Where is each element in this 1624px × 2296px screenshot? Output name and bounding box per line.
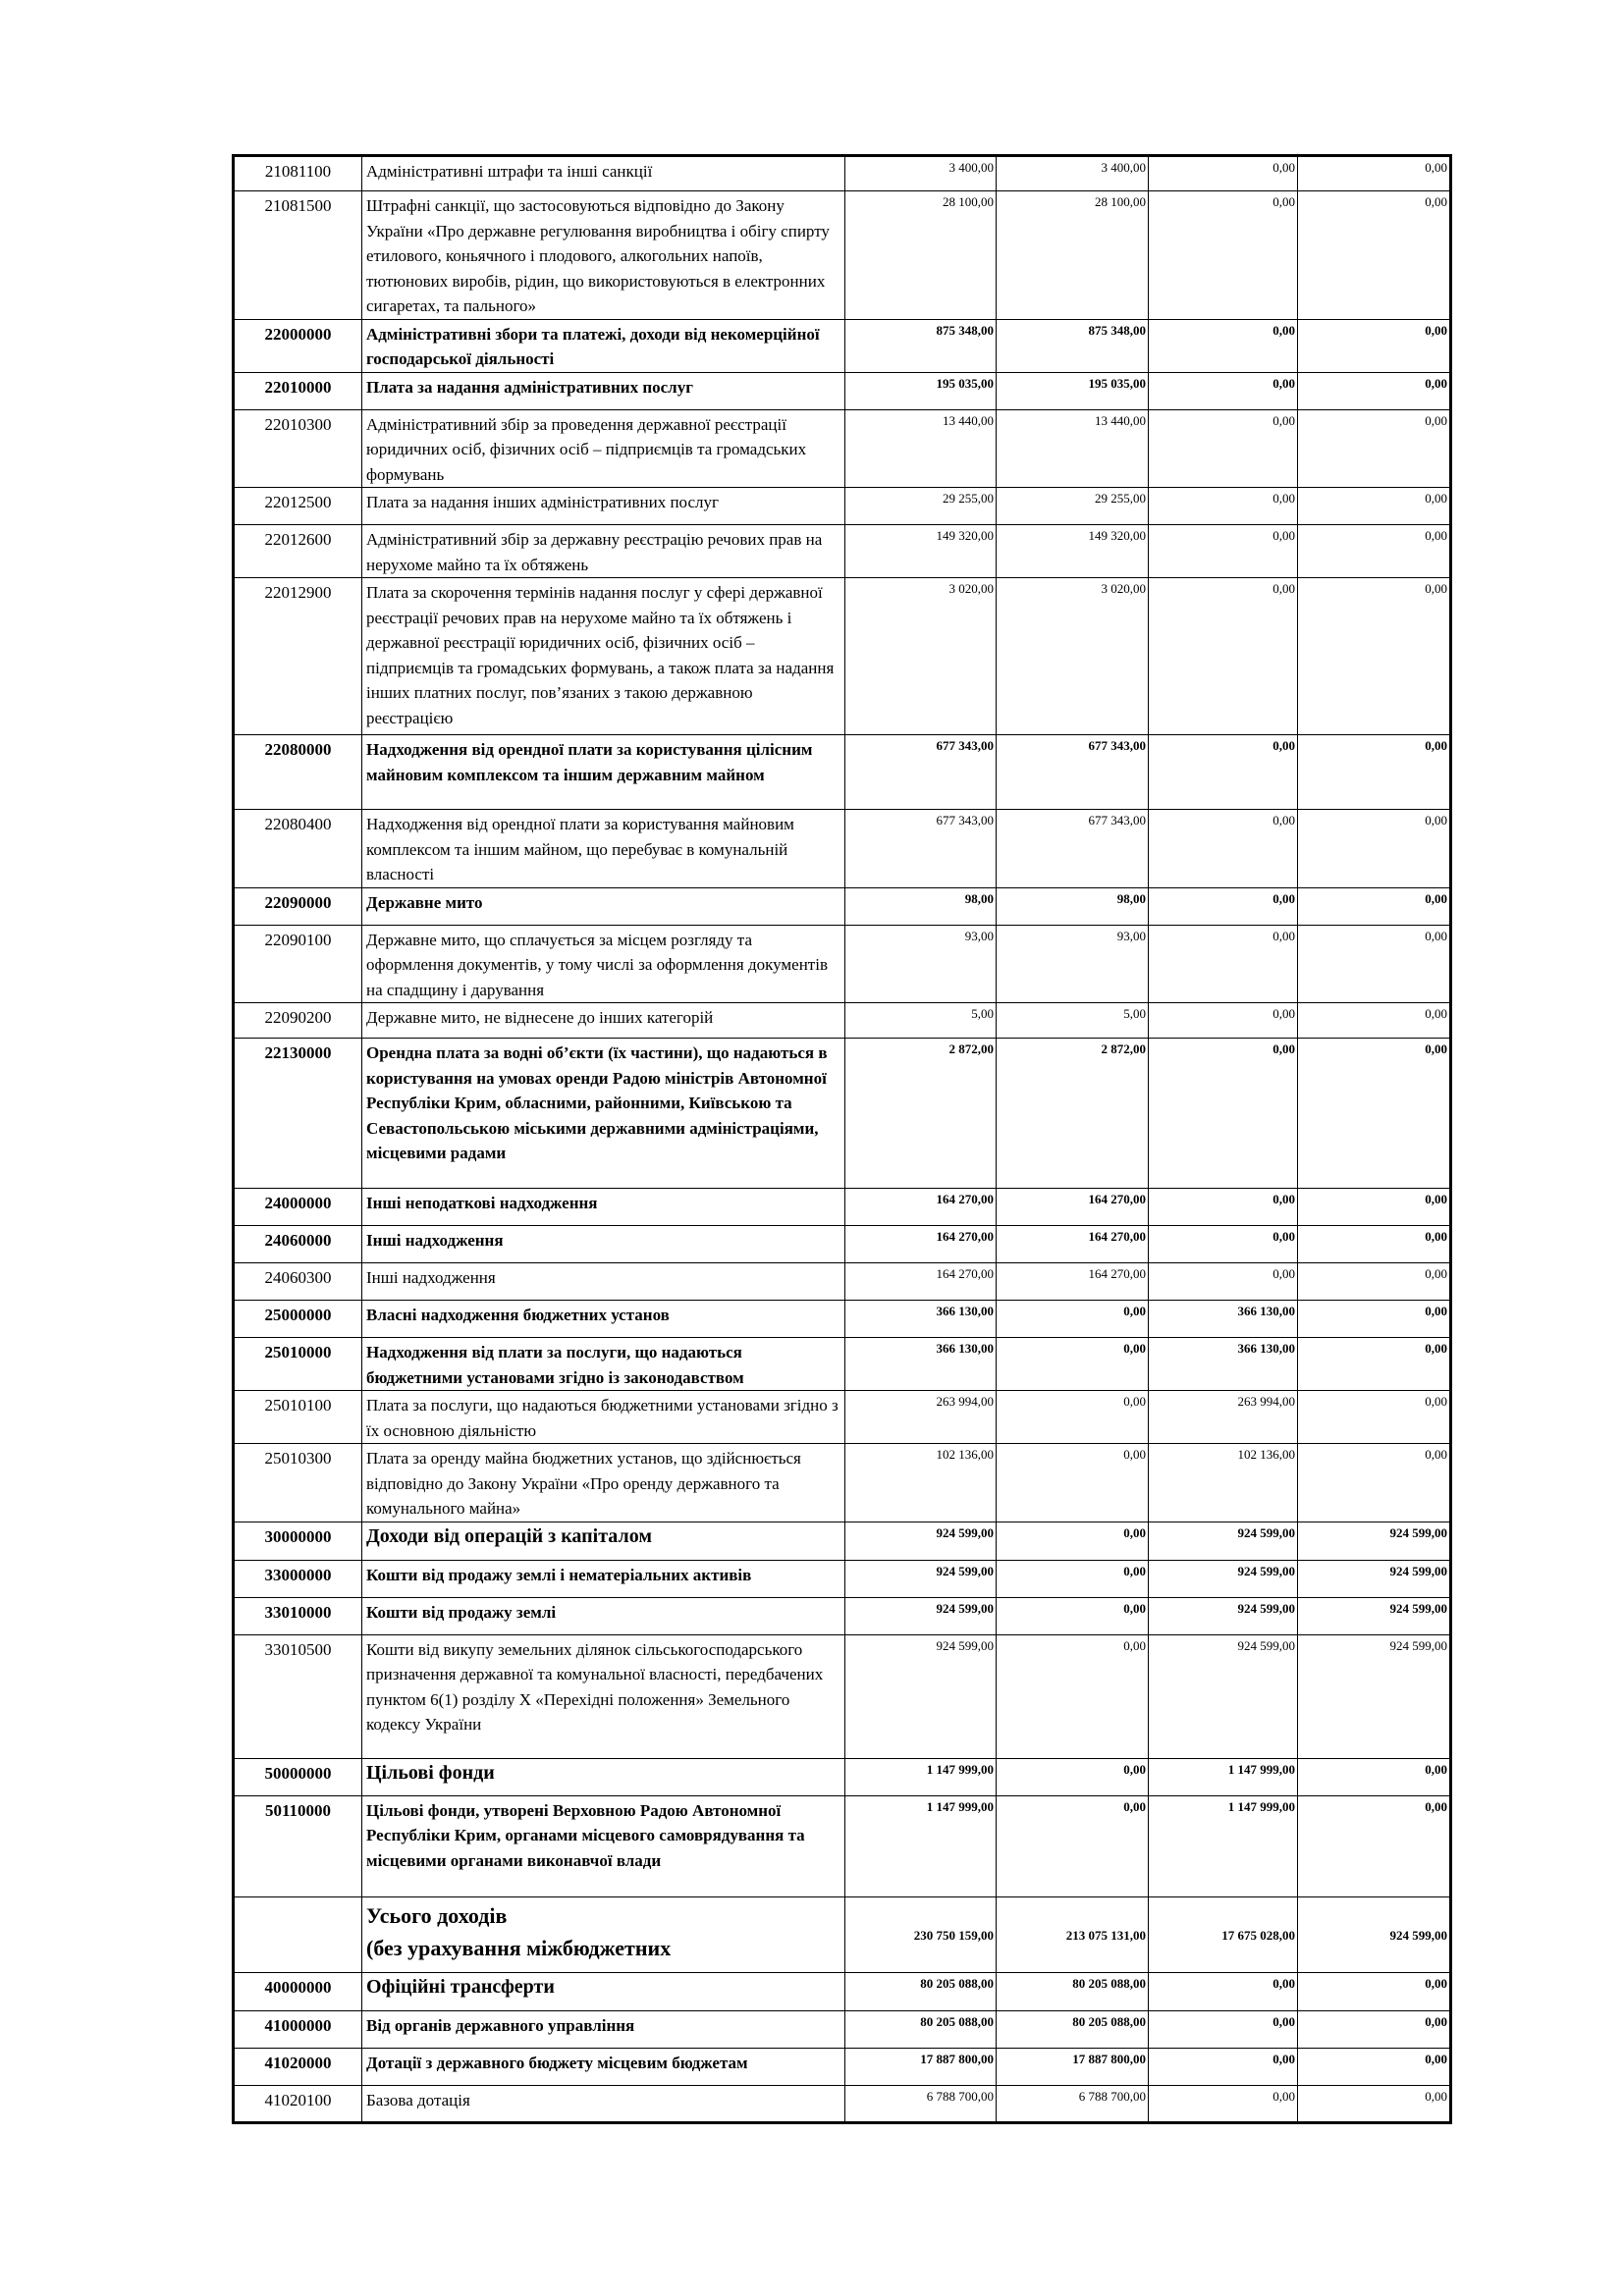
- row-code-cell: 24060300: [234, 1263, 362, 1301]
- row-special-fund-cell: 0,00: [1149, 488, 1298, 525]
- row-development-budget-cell: 924 599,00: [1298, 1896, 1451, 1972]
- row-total-amount-cell: 677 343,00: [845, 735, 997, 810]
- row-code-cell: 41000000: [234, 2010, 362, 2048]
- row-general-fund-cell: 5,00: [997, 1003, 1149, 1039]
- row-general-fund-cell: 164 270,00: [997, 1189, 1149, 1226]
- row-special-fund-cell: 0,00: [1149, 810, 1298, 888]
- row-development-budget-cell: 0,00: [1298, 2085, 1451, 2122]
- row-name-cell: Державне мито, що сплачується за місцем розгляду та оформлення документів, у тому числі за оформлення документів на спадщину і дарування: [362, 925, 845, 1003]
- row-total-amount-cell: 80 205 088,00: [845, 2010, 997, 2048]
- row-code-cell: 41020000: [234, 2048, 362, 2085]
- row-code-cell: 33000000: [234, 1560, 362, 1597]
- table-row: [234, 925, 1451, 1003]
- row-special-fund-cell: 366 130,00: [1149, 1338, 1298, 1391]
- row-general-fund-cell: 3 400,00: [997, 156, 1149, 191]
- table-row: [234, 409, 1451, 488]
- row-general-fund-cell: 93,00: [997, 925, 1149, 1003]
- table-row: [234, 1226, 1451, 1263]
- row-special-fund-cell: 0,00: [1149, 1039, 1298, 1189]
- row-total-amount-cell: 13 440,00: [845, 409, 997, 488]
- row-special-fund-cell: 0,00: [1149, 372, 1298, 409]
- row-total-amount-cell: 164 270,00: [845, 1226, 997, 1263]
- row-name-cell: Державне мито: [362, 887, 845, 925]
- table-row: [234, 1003, 1451, 1039]
- row-general-fund-cell: 28 100,00: [997, 191, 1149, 320]
- row-development-budget-cell: 924 599,00: [1298, 1634, 1451, 1758]
- table-row: [234, 1391, 1451, 1444]
- table-row: [234, 2010, 1451, 2048]
- row-development-budget-cell: 924 599,00: [1298, 1560, 1451, 1597]
- row-special-fund-cell: 366 130,00: [1149, 1301, 1298, 1338]
- row-special-fund-cell: 0,00: [1149, 191, 1298, 320]
- row-total-amount-cell: 164 270,00: [845, 1189, 997, 1226]
- row-special-fund-cell: 924 599,00: [1149, 1560, 1298, 1597]
- row-development-budget-cell: 0,00: [1298, 887, 1451, 925]
- row-code-cell: 22010300: [234, 409, 362, 488]
- row-name-cell: Кошти від продажу землі і нематеріальних активів: [362, 1560, 845, 1597]
- row-code-cell: 24000000: [234, 1189, 362, 1226]
- row-code-cell: 22080000: [234, 735, 362, 810]
- row-total-amount-cell: 17 887 800,00: [845, 2048, 997, 2085]
- row-special-fund-cell: 924 599,00: [1149, 1597, 1298, 1634]
- row-total-amount-cell: 924 599,00: [845, 1522, 997, 1560]
- row-special-fund-cell: 0,00: [1149, 1189, 1298, 1226]
- table-row: [234, 1444, 1451, 1522]
- row-code-cell: 22090000: [234, 887, 362, 925]
- row-code-cell: 22090200: [234, 1003, 362, 1039]
- row-special-fund-cell: 0,00: [1149, 578, 1298, 735]
- row-general-fund-cell: 0,00: [997, 1301, 1149, 1338]
- row-special-fund-cell: 0,00: [1149, 409, 1298, 488]
- row-general-fund-cell: 13 440,00: [997, 409, 1149, 488]
- row-total-amount-cell: 3 400,00: [845, 156, 997, 191]
- row-total-amount-cell: 677 343,00: [845, 810, 997, 888]
- row-code-cell: 40000000: [234, 1972, 362, 2010]
- row-code-cell: 22000000: [234, 319, 362, 372]
- row-special-fund-cell: 263 994,00: [1149, 1391, 1298, 1444]
- row-special-fund-cell: 0,00: [1149, 1972, 1298, 2010]
- row-special-fund-cell: 102 136,00: [1149, 1444, 1298, 1522]
- row-general-fund-cell: 2 872,00: [997, 1039, 1149, 1189]
- table-row: [234, 1972, 1451, 2010]
- row-name-cell: Офіційні трансферти: [362, 1972, 845, 2010]
- row-general-fund-cell: 0,00: [997, 1597, 1149, 1634]
- row-development-budget-cell: 0,00: [1298, 319, 1451, 372]
- row-code-cell: 33010500: [234, 1634, 362, 1758]
- row-name-cell: Орендна плата за водні об’єкти (їх частини), що надаються в користування на умовах оренди Радою міністрів Автономної Республіки Крим, обласними, районними, Київською та Севастопольською міськими державними адміністраціями, місцевими радами: [362, 1039, 845, 1189]
- row-name-cell: Власні надходження бюджетних установ: [362, 1301, 845, 1338]
- row-name-cell: Кошти від викупу земельних ділянок сільськогосподарського призначення державної та комунальної власності, передбачених пунктом 6(1) розділу X «Перехідні положення» Земельного кодексу України: [362, 1634, 845, 1758]
- row-code-cell: 25010300: [234, 1444, 362, 1522]
- row-development-budget-cell: 0,00: [1298, 525, 1451, 578]
- row-name-cell: Адміністративні збори та платежі, доходи від некомерційної господарської діяльності: [362, 319, 845, 372]
- row-total-amount-cell: 924 599,00: [845, 1560, 997, 1597]
- table-row: [234, 319, 1451, 372]
- row-code-cell: 41020100: [234, 2085, 362, 2122]
- row-code-cell: 25010000: [234, 1338, 362, 1391]
- row-code-cell: 25010100: [234, 1391, 362, 1444]
- row-general-fund-cell: 213 075 131,00: [997, 1896, 1149, 1972]
- row-development-budget-cell: 0,00: [1298, 488, 1451, 525]
- row-name-cell: Інші надходження: [362, 1226, 845, 1263]
- row-general-fund-cell: 0,00: [997, 1338, 1149, 1391]
- row-total-amount-cell: 164 270,00: [845, 1263, 997, 1301]
- row-special-fund-cell: 924 599,00: [1149, 1522, 1298, 1560]
- row-general-fund-cell: 29 255,00: [997, 488, 1149, 525]
- row-special-fund-cell: 0,00: [1149, 319, 1298, 372]
- table-row: [234, 1189, 1451, 1226]
- row-total-amount-cell: 80 205 088,00: [845, 1972, 997, 2010]
- row-development-budget-cell: 0,00: [1298, 1972, 1451, 2010]
- row-special-fund-cell: 0,00: [1149, 887, 1298, 925]
- row-general-fund-cell: 80 205 088,00: [997, 2010, 1149, 2048]
- row-special-fund-cell: 17 675 028,00: [1149, 1896, 1298, 1972]
- row-total-amount-cell: 263 994,00: [845, 1391, 997, 1444]
- row-special-fund-cell: 924 599,00: [1149, 1634, 1298, 1758]
- row-total-amount-cell: 149 320,00: [845, 525, 997, 578]
- row-code-cell: 33010000: [234, 1597, 362, 1634]
- row-total-amount-cell: 6 788 700,00: [845, 2085, 997, 2122]
- row-name-cell: Інші надходження: [362, 1263, 845, 1301]
- row-general-fund-cell: 0,00: [997, 1560, 1149, 1597]
- budget-revenue-table: [232, 154, 1452, 2124]
- row-total-amount-cell: 29 255,00: [845, 488, 997, 525]
- table-row: [234, 1758, 1451, 1795]
- table-row: [234, 1301, 1451, 1338]
- table-row: [234, 1597, 1451, 1634]
- row-code-cell: 22130000: [234, 1039, 362, 1189]
- row-name-cell: Адміністративні штрафи та інші санкції: [362, 156, 845, 191]
- row-code-cell: 22010000: [234, 372, 362, 409]
- row-special-fund-cell: 0,00: [1149, 1226, 1298, 1263]
- row-development-budget-cell: 0,00: [1298, 1263, 1451, 1301]
- row-total-amount-cell: 924 599,00: [845, 1597, 997, 1634]
- row-code-cell: [234, 1896, 362, 1972]
- row-total-amount-cell: 5,00: [845, 1003, 997, 1039]
- row-special-fund-cell: 0,00: [1149, 1003, 1298, 1039]
- table-row: [234, 1560, 1451, 1597]
- row-total-amount-cell: 230 750 159,00: [845, 1896, 997, 1972]
- row-general-fund-cell: 80 205 088,00: [997, 1972, 1149, 2010]
- row-development-budget-cell: 0,00: [1298, 1338, 1451, 1391]
- row-name-cell: Плата за надання інших адміністративних послуг: [362, 488, 845, 525]
- row-development-budget-cell: 0,00: [1298, 1758, 1451, 1795]
- row-development-budget-cell: 0,00: [1298, 925, 1451, 1003]
- row-name-cell: Базова дотація: [362, 2085, 845, 2122]
- row-development-budget-cell: 924 599,00: [1298, 1597, 1451, 1634]
- row-development-budget-cell: 0,00: [1298, 578, 1451, 735]
- row-total-amount-cell: 3 020,00: [845, 578, 997, 735]
- row-general-fund-cell: 149 320,00: [997, 525, 1149, 578]
- row-development-budget-cell: 0,00: [1298, 1039, 1451, 1189]
- row-total-amount-cell: 195 035,00: [845, 372, 997, 409]
- table-row: [234, 1039, 1451, 1189]
- row-name-cell: Доходи від операцій з капіталом: [362, 1522, 845, 1560]
- table-body: [234, 156, 1451, 2123]
- table-row: [234, 810, 1451, 888]
- row-code-cell: 22012600: [234, 525, 362, 578]
- table-row: [234, 488, 1451, 525]
- row-name-cell: Надходження від орендної плати за користування цілісним майновим комплексом та іншим державним майном: [362, 735, 845, 810]
- row-general-fund-cell: 164 270,00: [997, 1263, 1149, 1301]
- row-development-budget-cell: 0,00: [1298, 191, 1451, 320]
- row-name-cell: Адміністративний збір за державну реєстрацію речових прав на нерухоме майно та їх обтяжень: [362, 525, 845, 578]
- row-total-amount-cell: 1 147 999,00: [845, 1795, 997, 1896]
- row-general-fund-cell: 875 348,00: [997, 319, 1149, 372]
- row-general-fund-cell: 17 887 800,00: [997, 2048, 1149, 2085]
- row-development-budget-cell: 0,00: [1298, 1444, 1451, 1522]
- table-row: [234, 372, 1451, 409]
- row-code-cell: 22090100: [234, 925, 362, 1003]
- row-total-amount-cell: 93,00: [845, 925, 997, 1003]
- row-total-amount-cell: 102 136,00: [845, 1444, 997, 1522]
- row-code-cell: 22012900: [234, 578, 362, 735]
- table-row: [234, 1338, 1451, 1391]
- row-development-budget-cell: 0,00: [1298, 156, 1451, 191]
- row-general-fund-cell: 0,00: [997, 1391, 1149, 1444]
- table-row: [234, 1795, 1451, 1896]
- row-general-fund-cell: 677 343,00: [997, 810, 1149, 888]
- row-name-cell: Від органів державного управління: [362, 2010, 845, 2048]
- row-code-cell: 50000000: [234, 1758, 362, 1795]
- row-development-budget-cell: 0,00: [1298, 1795, 1451, 1896]
- row-code-cell: 30000000: [234, 1522, 362, 1560]
- row-name-cell: Адміністративний збір за проведення державної реєстрації юридичних осіб, фізичних осіб – підприємців та громадських формувань: [362, 409, 845, 488]
- row-code-cell: 21081500: [234, 191, 362, 320]
- row-name-cell: Плата за оренду майна бюджетних установ, що здійснюється відповідно до Закону України «Про оренду державного та комунального майна»: [362, 1444, 845, 1522]
- row-general-fund-cell: 0,00: [997, 1522, 1149, 1560]
- row-general-fund-cell: 164 270,00: [997, 1226, 1149, 1263]
- table-row: [234, 735, 1451, 810]
- row-special-fund-cell: 0,00: [1149, 156, 1298, 191]
- row-development-budget-cell: 0,00: [1298, 1301, 1451, 1338]
- row-general-fund-cell: 0,00: [997, 1795, 1149, 1896]
- row-name-cell: Інші неподаткові надходження: [362, 1189, 845, 1226]
- row-name-cell: Штрафні санкції, що застосовуються відповідно до Закону України «Про державне регулювання виробництва і обігу спирту етилового, коньячного і плодового, алкогольних напоїв, тютюнових виробів, рідин, що використовуються в електронних сигаретах, та пального»: [362, 191, 845, 320]
- row-development-budget-cell: 0,00: [1298, 1391, 1451, 1444]
- table-row: [234, 1896, 1451, 1972]
- row-development-budget-cell: 0,00: [1298, 2048, 1451, 2085]
- row-total-amount-cell: 28 100,00: [845, 191, 997, 320]
- row-special-fund-cell: 0,00: [1149, 925, 1298, 1003]
- row-special-fund-cell: 1 147 999,00: [1149, 1795, 1298, 1896]
- table-row: [234, 156, 1451, 191]
- row-general-fund-cell: 6 788 700,00: [997, 2085, 1149, 2122]
- row-name-cell: Надходження від плати за послуги, що надаються бюджетними установами згідно із законодавством: [362, 1338, 845, 1391]
- row-development-budget-cell: 0,00: [1298, 409, 1451, 488]
- table-row: [234, 1634, 1451, 1758]
- row-code-cell: 50110000: [234, 1795, 362, 1896]
- row-development-budget-cell: 0,00: [1298, 1226, 1451, 1263]
- row-code-cell: 21081100: [234, 156, 362, 191]
- row-name-cell: Надходження від орендної плати за користування майновим комплексом та іншим майном, що перебуває в комунальній власності: [362, 810, 845, 888]
- row-general-fund-cell: 0,00: [997, 1758, 1149, 1795]
- row-development-budget-cell: 0,00: [1298, 810, 1451, 888]
- row-code-cell: 22012500: [234, 488, 362, 525]
- row-name-cell: Плата за скорочення термінів надання послуг у сфері державної реєстрації речових прав на нерухоме майно та їх обтяжень і державної реєстрації юридичних осіб, фізичних осіб – підприємців та громадських формувань, а також плата за надання інших платних послуг, пов’язаних з такою державною реєстрацією: [362, 578, 845, 735]
- row-general-fund-cell: 3 020,00: [997, 578, 1149, 735]
- row-special-fund-cell: 1 147 999,00: [1149, 1758, 1298, 1795]
- row-general-fund-cell: 677 343,00: [997, 735, 1149, 810]
- row-development-budget-cell: 0,00: [1298, 1003, 1451, 1039]
- row-development-budget-cell: 0,00: [1298, 2010, 1451, 2048]
- row-name-cell: Плата за послуги, що надаються бюджетними установами згідно з їх основною діяльністю: [362, 1391, 845, 1444]
- row-development-budget-cell: 0,00: [1298, 1189, 1451, 1226]
- row-total-amount-cell: 1 147 999,00: [845, 1758, 997, 1795]
- row-development-budget-cell: 0,00: [1298, 372, 1451, 409]
- row-general-fund-cell: 0,00: [997, 1444, 1149, 1522]
- table-row: [234, 191, 1451, 320]
- row-special-fund-cell: 0,00: [1149, 1263, 1298, 1301]
- row-development-budget-cell: 0,00: [1298, 735, 1451, 810]
- row-special-fund-cell: 0,00: [1149, 2048, 1298, 2085]
- row-general-fund-cell: 0,00: [997, 1634, 1149, 1758]
- row-total-amount-cell: 366 130,00: [845, 1301, 997, 1338]
- row-total-amount-cell: 98,00: [845, 887, 997, 925]
- row-name-cell: Кошти від продажу землі: [362, 1597, 845, 1634]
- row-special-fund-cell: 0,00: [1149, 2085, 1298, 2122]
- table-row: [234, 2085, 1451, 2122]
- row-code-cell: 22080400: [234, 810, 362, 888]
- row-special-fund-cell: 0,00: [1149, 525, 1298, 578]
- row-development-budget-cell: 924 599,00: [1298, 1522, 1451, 1560]
- table-row: [234, 525, 1451, 578]
- row-code-cell: 25000000: [234, 1301, 362, 1338]
- row-code-cell: 24060000: [234, 1226, 362, 1263]
- row-name-cell: Цільові фонди: [362, 1758, 845, 1795]
- row-name-cell: Усього доходів (без урахування міжбюджетних: [362, 1896, 845, 1972]
- row-name-cell: Цільові фонди, утворені Верховною Радою Автономної Республіки Крим, органами місцевого самоврядування та місцевими органами виконавчої влади: [362, 1795, 845, 1896]
- table-row: [234, 1522, 1451, 1560]
- row-general-fund-cell: 98,00: [997, 887, 1149, 925]
- row-total-amount-cell: 924 599,00: [845, 1634, 997, 1758]
- table-row: [234, 887, 1451, 925]
- row-special-fund-cell: 0,00: [1149, 735, 1298, 810]
- row-name-cell: Державне мито, не віднесене до інших категорій: [362, 1003, 845, 1039]
- row-general-fund-cell: 195 035,00: [997, 372, 1149, 409]
- row-total-amount-cell: 2 872,00: [845, 1039, 997, 1189]
- row-name-cell: Дотації з державного бюджету місцевим бюджетам: [362, 2048, 845, 2085]
- row-total-amount-cell: 875 348,00: [845, 319, 997, 372]
- row-special-fund-cell: 0,00: [1149, 2010, 1298, 2048]
- row-name-cell: Плата за надання адміністративних послуг: [362, 372, 845, 409]
- row-total-amount-cell: 366 130,00: [845, 1338, 997, 1391]
- table-row: [234, 2048, 1451, 2085]
- table-row: [234, 578, 1451, 735]
- table-row: [234, 1263, 1451, 1301]
